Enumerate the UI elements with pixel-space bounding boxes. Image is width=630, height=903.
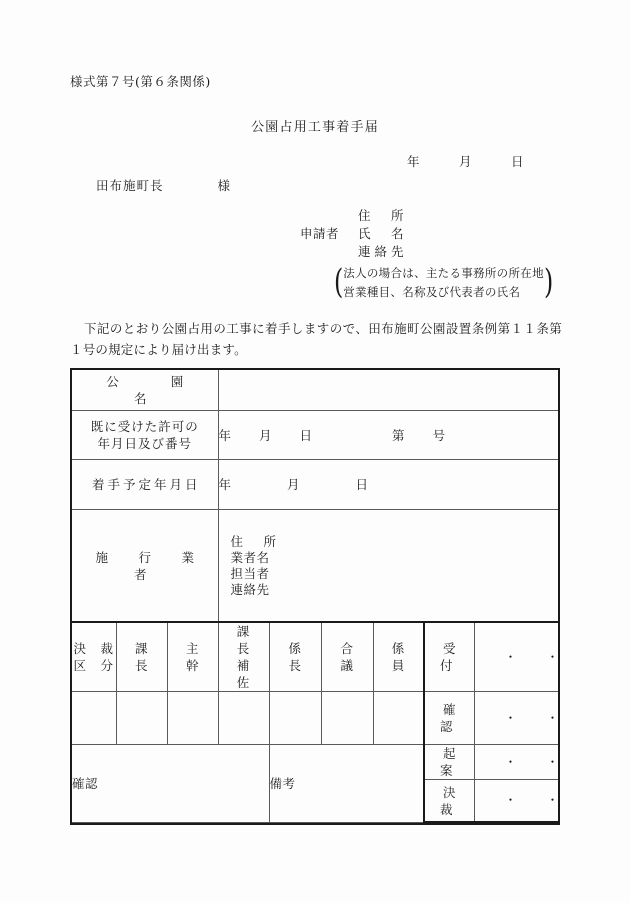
approval-header-kachohosa-line-1: 課 長	[236, 624, 278, 656]
approval-header-shukan: 主 幹	[167, 622, 218, 692]
side-label-uketsuke: 受 付	[424, 622, 474, 692]
approval-stamp-gougi[interactable]	[321, 692, 373, 745]
bottom-border-left	[71, 822, 269, 824]
applicant-name-label: 氏 名	[358, 226, 408, 241]
contractor-address-label: 住 所	[230, 533, 281, 549]
permit-no-prefix: 第	[392, 427, 405, 443]
footer-row-kian	[71, 745, 559, 780]
approval-header-division-line-1: 決 裁	[73, 641, 114, 656]
approval-stamp-kacho[interactable]	[116, 692, 167, 745]
label-permit-date-line-2: 年月日及び番号	[97, 436, 192, 451]
side-dots-uketsuke[interactable]: ・・	[474, 622, 559, 692]
brace-left-icon: (	[333, 262, 344, 302]
footer-label-kakunin[interactable]: 確認	[71, 745, 269, 823]
side-dots-kakunin[interactable]: ・・	[474, 692, 559, 745]
approval-header-row	[71, 622, 559, 692]
approval-stamp-kakariin[interactable]	[373, 692, 424, 745]
permit-day-label: 日	[299, 427, 313, 443]
approval-header-kachohosa	[218, 622, 278, 692]
approval-stamp-kachohosa[interactable]	[218, 692, 269, 745]
value-start-date[interactable]	[218, 460, 559, 510]
approval-header-kachohosa-line-2: 補 佐	[236, 658, 278, 690]
table-row-contractor	[71, 510, 559, 623]
body-line-2: の規定により届け出ます。	[95, 342, 247, 357]
table-row-park-name	[71, 369, 559, 411]
applicant-name-row	[300, 225, 580, 243]
document-title: 公園占用工事着手届	[251, 120, 379, 135]
table-row-start-date	[71, 460, 559, 510]
side-dots-kian[interactable]: ・・	[474, 745, 559, 780]
value-contractor[interactable]	[218, 510, 559, 623]
approval-header-kacho: 課 長	[116, 622, 167, 692]
addressee: 田布施町長 様	[96, 178, 232, 193]
contractor-company-label: 業者名	[230, 549, 270, 565]
contractor-contact-label: 連絡先	[230, 581, 270, 597]
bottom-border-side-dots	[474, 822, 559, 824]
body-paragraph	[70, 318, 562, 360]
approval-stamp-row	[71, 692, 559, 745]
side-dots-kessai[interactable]: ・・	[474, 780, 559, 823]
bottom-border-right	[269, 822, 424, 824]
date-line: 年 月 日	[406, 154, 524, 169]
start-month-label: 月	[287, 477, 300, 492]
label-park-name: 公 園 名	[71, 369, 218, 411]
approval-header-kakaricho: 係 長	[269, 622, 321, 692]
body-line-1: 下記のとおり公園占用の工事に着手しますので、田布施町公園設置条例第１１条第１号	[70, 321, 562, 357]
approval-stamp-shukan[interactable]	[167, 692, 218, 745]
form-number: 様式第７号(第６条関係)	[70, 74, 211, 89]
permit-no-suffix: 号	[432, 427, 446, 443]
main-form-table	[70, 368, 589, 825]
side-label-kessai: 決 裁	[424, 780, 474, 823]
label-contractor: 施 行 業 者	[71, 510, 218, 623]
value-park-name[interactable]	[218, 369, 559, 411]
start-year-label: 年	[218, 477, 232, 492]
applicant-contact-row	[300, 243, 580, 261]
table-row-permit-date	[71, 411, 559, 460]
permit-year-label: 年	[218, 427, 232, 443]
applicant-note	[332, 262, 554, 302]
footer-label-bikou[interactable]: 備考	[269, 745, 424, 823]
brace-right-icon: )	[543, 262, 554, 302]
contractor-field-list	[219, 526, 559, 606]
approval-header-division	[71, 622, 116, 692]
label-permit-date-line-1: 既に受けた許可の	[90, 419, 199, 434]
bottom-border-side-label	[424, 822, 474, 824]
applicant-note-lines	[343, 263, 544, 302]
label-start-date: 着手予定年月日	[71, 460, 218, 510]
permit-month-label: 月	[259, 427, 272, 443]
start-day-label: 日	[355, 477, 369, 492]
value-permit-date[interactable]	[218, 411, 559, 460]
label-permit-date	[71, 411, 218, 460]
applicant-group-label: 申請者	[300, 226, 340, 241]
approval-header-division-line-2: 区 分	[73, 658, 114, 673]
applicant-address-row	[300, 207, 580, 225]
approval-stamp-division[interactable]	[71, 692, 116, 745]
applicant-block	[300, 207, 580, 302]
applicant-note-line-1: 法人の場合は、主たる事務所の所在地	[343, 266, 544, 280]
applicant-address-label: 住 所	[358, 208, 408, 223]
contractor-person-label: 担当者	[230, 565, 270, 581]
applicant-contact-label: 連絡先	[358, 244, 408, 259]
applicant-note-line-2: 営業種目、名称及び代表者の氏名	[343, 285, 521, 299]
approval-header-gougi: 合 議	[321, 622, 373, 692]
table-bottom-border-row	[71, 822, 559, 824]
side-label-kian: 起 案	[424, 745, 474, 780]
approval-header-kakariin: 係 員	[373, 622, 424, 692]
side-label-kakunin: 確 認	[424, 692, 474, 745]
approval-stamp-kakaricho[interactable]	[269, 692, 321, 745]
